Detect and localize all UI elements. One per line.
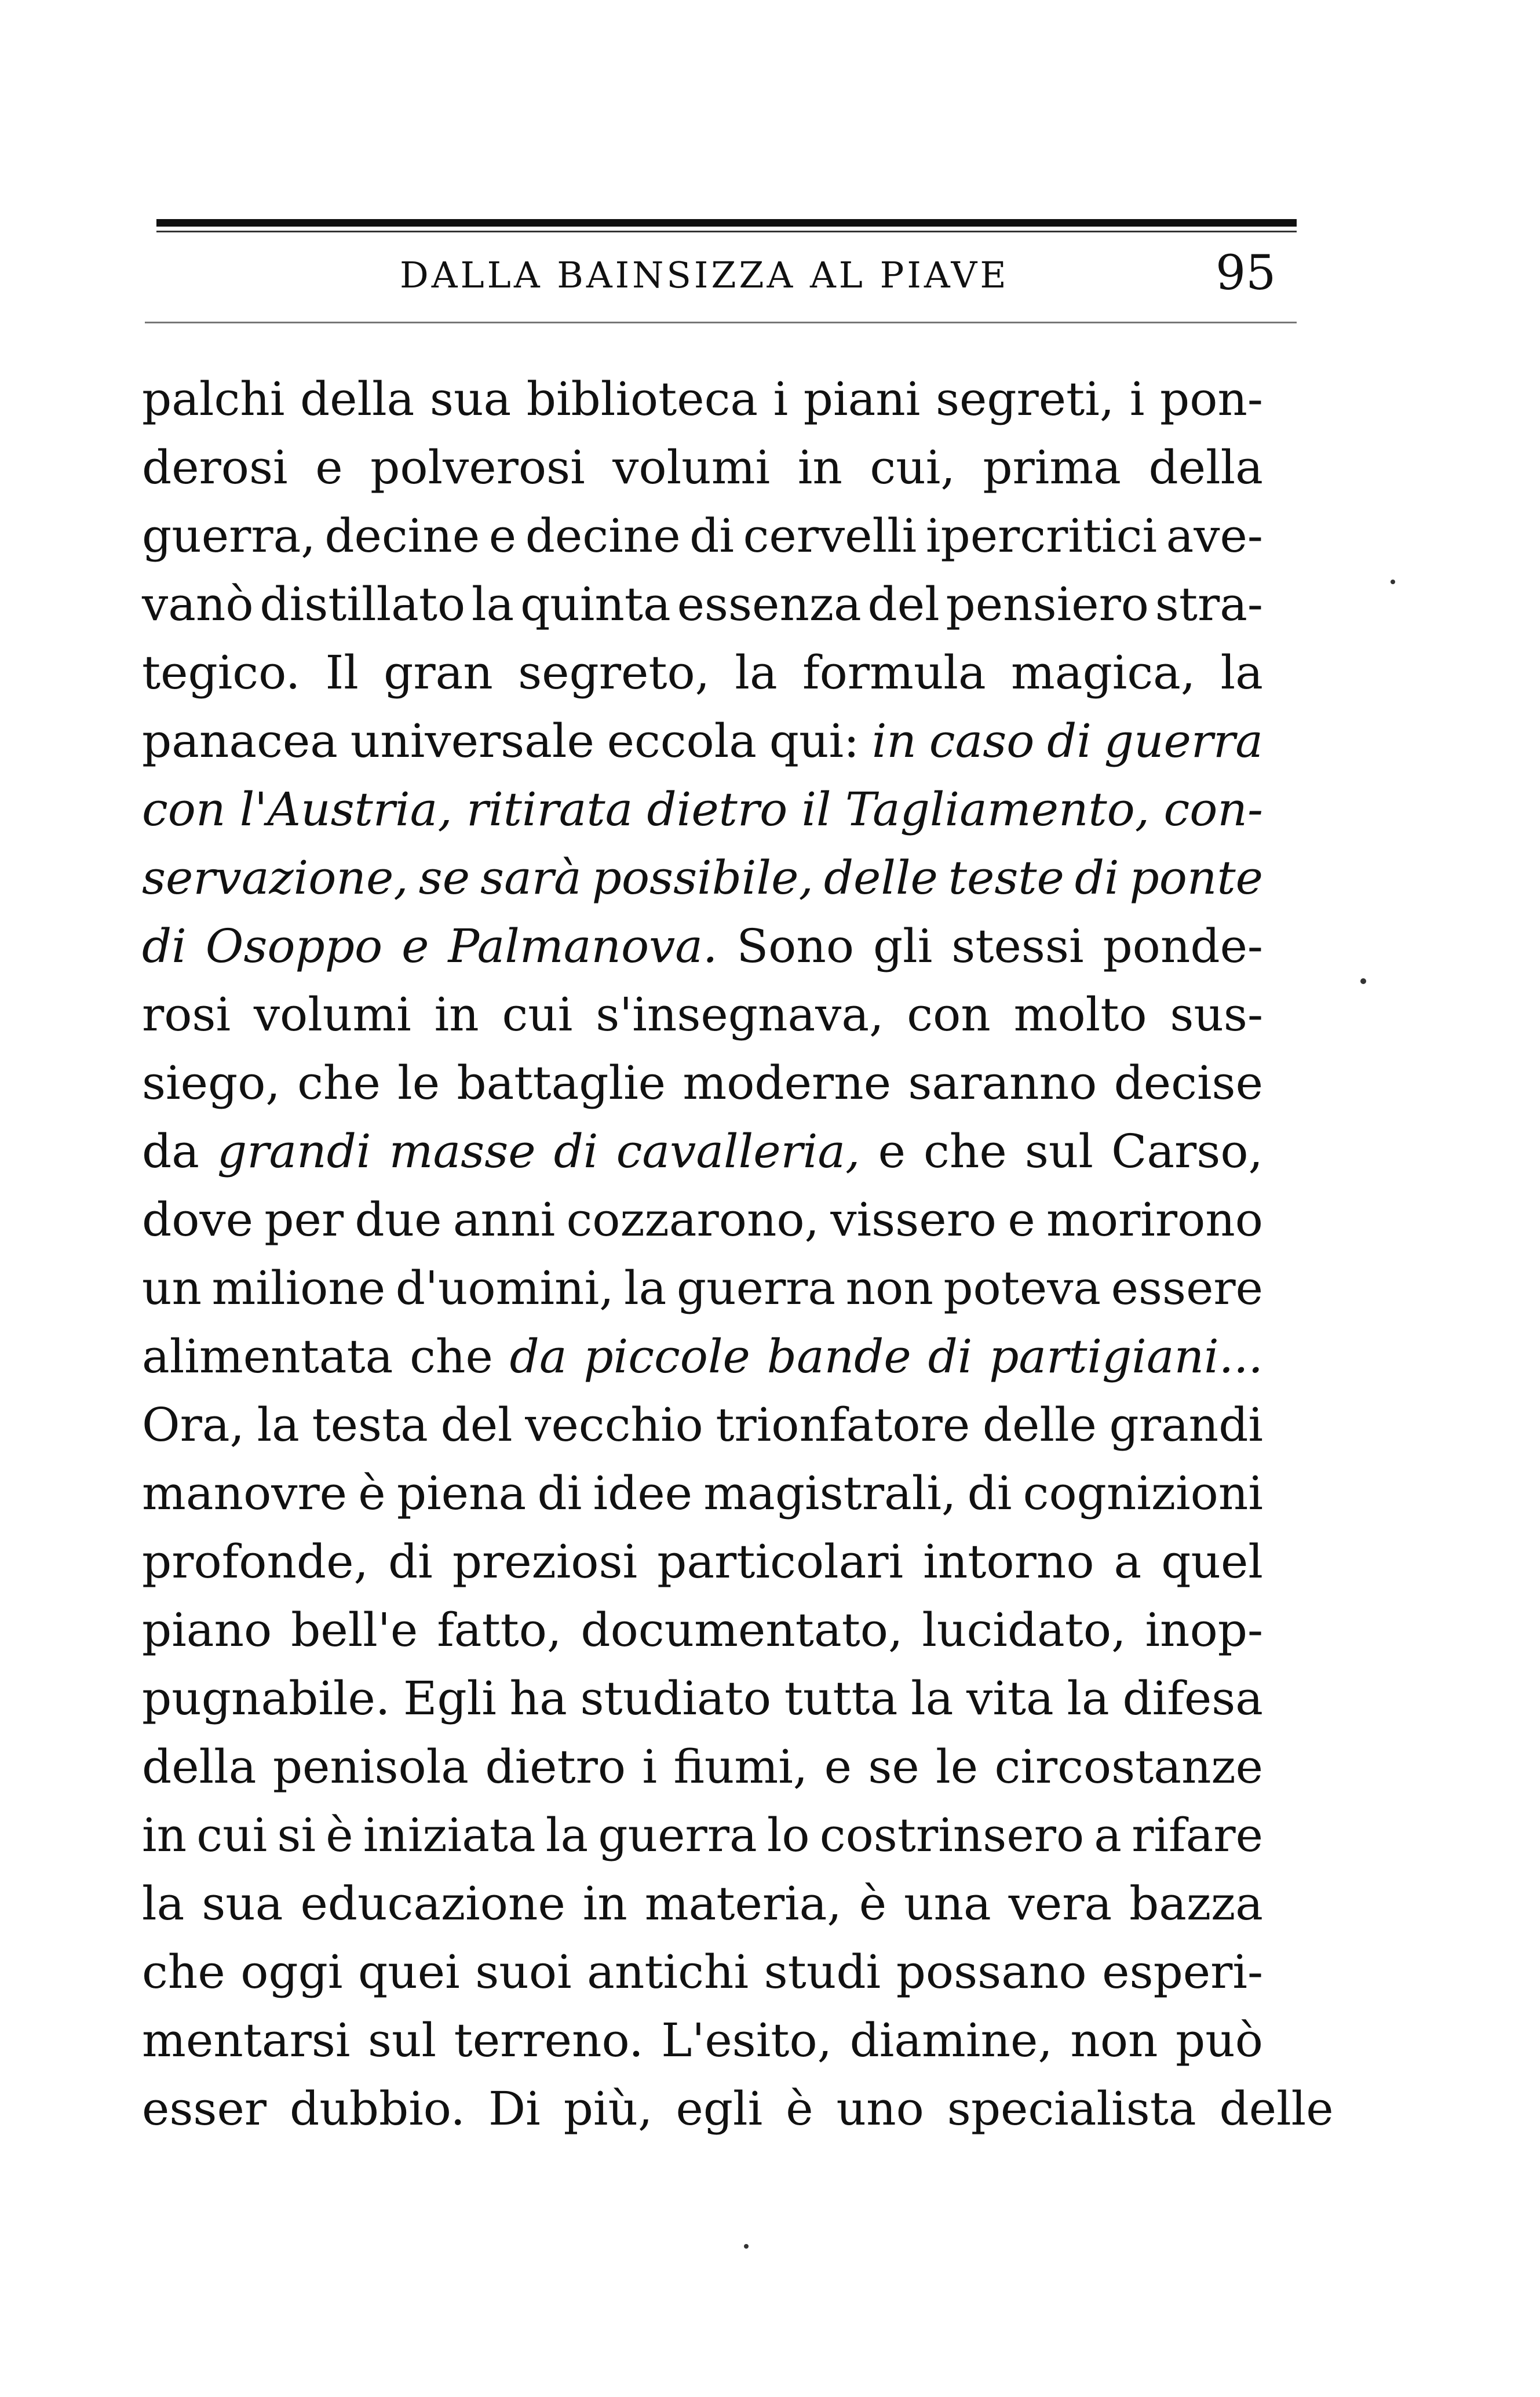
text-word: universale bbox=[350, 714, 594, 768]
text-word: quinta bbox=[520, 577, 671, 631]
header-rule-bottom bbox=[145, 322, 1297, 323]
text-word: la bbox=[911, 1671, 954, 1725]
text-word: è bbox=[326, 1808, 353, 1862]
text-word: di bbox=[142, 919, 187, 973]
text-word: da bbox=[509, 1329, 567, 1383]
text-word: documentato, bbox=[581, 1603, 903, 1657]
text-word: magistrali, bbox=[703, 1466, 957, 1520]
text-word: ave- bbox=[1166, 509, 1263, 563]
text-word: moderne bbox=[683, 1056, 892, 1110]
text-word: della bbox=[300, 372, 415, 426]
text-word: eccola bbox=[607, 714, 757, 768]
text-word: pensiero bbox=[946, 577, 1149, 631]
text-word: una bbox=[903, 1877, 991, 1930]
text-line bbox=[142, 1733, 1263, 1801]
text-word: e bbox=[488, 509, 517, 563]
text-word: bell'e bbox=[291, 1603, 418, 1657]
text-word: che bbox=[297, 1056, 381, 1110]
text-word: gli bbox=[873, 919, 933, 973]
text-word: di bbox=[537, 1466, 582, 1520]
text-word: piena bbox=[396, 1466, 527, 1520]
text-word: testa bbox=[312, 1398, 428, 1452]
text-word: pon- bbox=[1159, 372, 1263, 426]
text-word: con bbox=[142, 782, 226, 836]
text-line bbox=[142, 844, 1263, 912]
text-word: del bbox=[440, 1398, 513, 1452]
text-word: dietro bbox=[485, 1740, 626, 1794]
text-word: anni bbox=[452, 1193, 556, 1247]
text-word: biblioteca bbox=[526, 372, 758, 426]
text-word: sus- bbox=[1170, 988, 1263, 1041]
text-word: siego, bbox=[142, 1056, 280, 1110]
text-line bbox=[142, 434, 1263, 502]
text-word: e bbox=[1008, 1193, 1035, 1247]
text-word: di bbox=[553, 1124, 599, 1178]
text-word: dove bbox=[142, 1193, 253, 1247]
text-word: è bbox=[859, 1877, 887, 1930]
text-word: fatto, bbox=[437, 1603, 562, 1657]
text-word: partigiani... bbox=[989, 1329, 1263, 1383]
text-word: preziosi bbox=[452, 1535, 638, 1589]
text-word: L'esito, bbox=[661, 2013, 833, 2067]
header-rule-thin bbox=[156, 231, 1297, 232]
text-word: suoi bbox=[475, 1945, 572, 1999]
text-word: d'uomini, bbox=[395, 1261, 614, 1315]
text-word: della bbox=[142, 1740, 257, 1794]
text-line bbox=[142, 1801, 1263, 1870]
text-word: inop- bbox=[1145, 1603, 1263, 1657]
text-word: due bbox=[355, 1193, 442, 1247]
text-word: circostanze bbox=[994, 1740, 1263, 1794]
text-word: idee bbox=[593, 1466, 693, 1520]
text-word: studi bbox=[764, 1945, 881, 1999]
text-word: terreno. bbox=[454, 2013, 644, 2067]
text-word: magica, bbox=[1011, 646, 1196, 700]
text-word: per bbox=[264, 1193, 344, 1247]
text-line bbox=[142, 365, 1263, 434]
text-word: non bbox=[1070, 2013, 1158, 2067]
text-word: vera bbox=[1008, 1877, 1112, 1930]
text-word: pugnabile. bbox=[142, 1671, 391, 1725]
text-word: sua bbox=[429, 372, 512, 426]
text-word: antichi bbox=[587, 1945, 749, 1999]
text-word: la bbox=[471, 577, 514, 631]
text-word: polverosi bbox=[370, 440, 585, 494]
text-word: penisola bbox=[272, 1740, 469, 1794]
text-word: molto bbox=[1013, 988, 1147, 1041]
text-word: qui: bbox=[769, 714, 860, 768]
text-word: Sono bbox=[736, 919, 855, 973]
running-head: DALLA BAINSIZZA AL PIAVE bbox=[400, 254, 1009, 296]
text-word: s'insegnava, bbox=[596, 988, 884, 1041]
text-line bbox=[142, 502, 1263, 570]
text-word: guerra bbox=[676, 1261, 836, 1315]
text-word: rifare bbox=[1132, 1808, 1263, 1862]
text-word: battaglie bbox=[457, 1056, 666, 1110]
text-word: se bbox=[868, 1740, 919, 1794]
text-word: Egli bbox=[403, 1671, 497, 1725]
text-word: i bbox=[773, 372, 789, 426]
text-word: sul bbox=[1024, 1124, 1093, 1178]
text-word: i bbox=[1129, 372, 1145, 426]
text-word: piccole bbox=[583, 1329, 750, 1383]
text-line bbox=[142, 639, 1263, 707]
paper-speck bbox=[1391, 580, 1395, 584]
text-word: Ora, bbox=[142, 1398, 244, 1452]
text-line bbox=[142, 1938, 1263, 2006]
text-word: a bbox=[1114, 1535, 1142, 1589]
text-word: stra- bbox=[1155, 577, 1263, 631]
text-word: a bbox=[1094, 1808, 1122, 1862]
text-word: e bbox=[402, 919, 429, 973]
text-word: vissero bbox=[830, 1193, 997, 1247]
text-word: teste bbox=[948, 851, 1064, 905]
text-word: in bbox=[434, 988, 479, 1041]
text-word: segreto, bbox=[518, 646, 710, 700]
text-word: studiato bbox=[580, 1671, 772, 1725]
text-word: non bbox=[845, 1261, 933, 1315]
text-word: ipercritici bbox=[925, 509, 1158, 563]
text-word: le bbox=[936, 1740, 979, 1794]
text-word: guerra, bbox=[142, 509, 316, 563]
text-word: decine bbox=[525, 509, 681, 563]
text-line bbox=[142, 1254, 1263, 1323]
text-word: decise bbox=[1114, 1056, 1263, 1110]
text-word: cui bbox=[196, 1808, 268, 1862]
text-word: in bbox=[582, 1877, 627, 1930]
text-word: vecchio bbox=[525, 1398, 703, 1452]
text-word: ritirata bbox=[466, 782, 633, 836]
text-word: alimentata bbox=[142, 1329, 393, 1383]
text-word: uno bbox=[836, 2082, 924, 2136]
text-word: Tagliamento, bbox=[845, 782, 1150, 836]
paper-speck bbox=[744, 2244, 749, 2249]
text-word: la bbox=[545, 1808, 589, 1862]
text-line bbox=[142, 1391, 1263, 1459]
text-word: milione bbox=[211, 1261, 386, 1315]
text-line bbox=[142, 1870, 1263, 1938]
text-word: cozzarono, bbox=[566, 1193, 819, 1247]
text-word: con- bbox=[1163, 782, 1263, 836]
text-word: essere bbox=[1111, 1261, 1263, 1315]
text-word: delle bbox=[982, 1398, 1097, 1452]
text-word: possibile, bbox=[592, 851, 813, 905]
text-word: di bbox=[1047, 714, 1092, 768]
text-word: di bbox=[928, 1329, 973, 1383]
text-word: gran bbox=[384, 646, 493, 700]
text-word: di bbox=[689, 509, 734, 563]
text-word: derosi bbox=[142, 440, 288, 494]
text-line bbox=[142, 981, 1263, 1049]
text-word: manovre bbox=[142, 1466, 348, 1520]
text-word: il bbox=[801, 782, 831, 836]
text-word: materia, bbox=[644, 1877, 842, 1930]
text-word: dietro bbox=[647, 782, 788, 836]
text-word: morirono bbox=[1046, 1193, 1263, 1247]
text-line bbox=[142, 1596, 1263, 1664]
text-word: caso bbox=[929, 714, 1035, 768]
text-word: la bbox=[257, 1398, 300, 1452]
text-word: se bbox=[418, 851, 470, 905]
text-word: la bbox=[624, 1261, 667, 1315]
text-word: bande bbox=[767, 1329, 911, 1383]
text-word: profonde, bbox=[142, 1535, 368, 1589]
text-word: vita bbox=[966, 1671, 1054, 1725]
text-line bbox=[142, 1528, 1263, 1596]
text-word: lo bbox=[767, 1808, 810, 1862]
text-word: quei bbox=[358, 1945, 460, 1999]
text-line bbox=[142, 2006, 1263, 2075]
text-word: è bbox=[358, 1466, 386, 1520]
text-word: Di bbox=[488, 2082, 541, 2136]
paper-speck bbox=[1360, 978, 1366, 984]
text-word: intorno bbox=[923, 1535, 1094, 1589]
text-word: i bbox=[642, 1740, 658, 1794]
text-word: la bbox=[142, 1877, 185, 1930]
text-word: trionfatore bbox=[716, 1398, 970, 1452]
text-word: specialista bbox=[947, 2082, 1196, 2136]
text-word: e bbox=[878, 1124, 906, 1178]
text-word: in bbox=[797, 440, 842, 494]
text-word: le bbox=[397, 1056, 440, 1110]
text-line bbox=[142, 1664, 1263, 1733]
text-word: oggi bbox=[240, 1945, 343, 1999]
text-word: cavalleria, bbox=[616, 1124, 860, 1178]
text-word: la bbox=[1220, 646, 1263, 700]
text-word: cui, bbox=[870, 440, 955, 494]
text-word: decine bbox=[324, 509, 480, 563]
text-word: Carso, bbox=[1111, 1124, 1263, 1178]
text-word: tutta bbox=[784, 1671, 898, 1725]
text-line bbox=[142, 1117, 1263, 1186]
text-word: in bbox=[142, 1808, 187, 1862]
text-word: di bbox=[1074, 851, 1119, 905]
text-word: delle bbox=[1219, 2082, 1334, 2136]
text-word: diamine, bbox=[849, 2013, 1053, 2067]
text-word: è bbox=[786, 2082, 813, 2136]
text-line bbox=[142, 1459, 1263, 1528]
text-word: segreti, bbox=[935, 372, 1115, 426]
text-word: in bbox=[871, 714, 917, 768]
text-word: poteva bbox=[943, 1261, 1101, 1315]
text-word: masse bbox=[389, 1124, 536, 1178]
text-word: della bbox=[1148, 440, 1263, 494]
text-word: Osoppo bbox=[205, 919, 383, 973]
text-word: piano bbox=[142, 1603, 272, 1657]
text-word: costrinsero bbox=[819, 1808, 1085, 1862]
text-word: piani bbox=[803, 372, 921, 426]
text-line bbox=[142, 1049, 1263, 1117]
text-word: volumi bbox=[253, 988, 411, 1041]
text-word: guerra bbox=[598, 1808, 757, 1862]
text-word: più, bbox=[563, 2082, 653, 2136]
text-word: cognizioni bbox=[1023, 1466, 1263, 1520]
text-word: delle bbox=[823, 851, 938, 905]
text-word: particolari bbox=[657, 1535, 904, 1589]
text-line bbox=[142, 1323, 1263, 1391]
text-word: un bbox=[142, 1261, 202, 1315]
text-line bbox=[142, 1186, 1263, 1254]
text-word: bazza bbox=[1129, 1877, 1263, 1930]
text-word: ha bbox=[509, 1671, 567, 1725]
text-word: saranno bbox=[908, 1056, 1097, 1110]
text-word: può bbox=[1176, 2013, 1263, 2067]
text-word: di bbox=[388, 1535, 433, 1589]
text-word: guerra bbox=[1104, 714, 1263, 768]
text-word: di bbox=[967, 1466, 1012, 1520]
text-word: Il bbox=[325, 646, 359, 700]
text-word: l'Austria, bbox=[239, 782, 452, 836]
text-word: panacea bbox=[142, 714, 338, 768]
text-word: mentarsi bbox=[142, 2013, 351, 2067]
text-line bbox=[142, 912, 1263, 981]
text-word: difesa bbox=[1122, 1671, 1263, 1725]
text-word: con bbox=[907, 988, 991, 1041]
text-word: e bbox=[315, 440, 343, 494]
text-word: possano bbox=[896, 1945, 1087, 1999]
text-line bbox=[142, 707, 1263, 775]
text-word: sua bbox=[202, 1877, 283, 1930]
header-rule-thick bbox=[156, 219, 1297, 227]
text-word: quel bbox=[1161, 1535, 1263, 1589]
text-word: esser bbox=[142, 2082, 267, 2136]
text-word: formula bbox=[802, 646, 986, 700]
text-word: cervelli bbox=[743, 509, 917, 563]
text-word: volumi bbox=[612, 440, 771, 494]
page-number: 95 bbox=[1216, 246, 1276, 301]
text-word: sarà bbox=[480, 851, 582, 905]
text-line bbox=[142, 775, 1263, 844]
text-word: del bbox=[867, 577, 940, 631]
text-word: egli bbox=[676, 2082, 763, 2136]
text-word: rosi bbox=[142, 988, 231, 1041]
text-word: Palmanova. bbox=[448, 919, 718, 973]
text-word: la bbox=[1067, 1671, 1110, 1725]
body-text bbox=[142, 365, 1334, 2143]
text-word: sul bbox=[367, 2013, 437, 2067]
text-word: si bbox=[277, 1808, 316, 1862]
text-line bbox=[142, 2075, 1334, 2143]
text-word: ponte bbox=[1129, 851, 1263, 905]
text-word: che bbox=[142, 1945, 225, 1999]
text-word: che bbox=[924, 1124, 1007, 1178]
text-word: da bbox=[142, 1124, 199, 1178]
text-word: fiumi, bbox=[673, 1740, 808, 1794]
text-word: tegico. bbox=[142, 646, 301, 700]
text-word: che bbox=[410, 1329, 493, 1383]
text-word: vanò bbox=[142, 577, 254, 631]
text-word: servazione, bbox=[142, 851, 408, 905]
text-word: educazione bbox=[300, 1877, 565, 1930]
text-word: grandi bbox=[1109, 1398, 1263, 1452]
text-word: esperi- bbox=[1102, 1945, 1263, 1999]
text-word: iniziata bbox=[363, 1808, 536, 1862]
text-word: la bbox=[735, 646, 778, 700]
text-line bbox=[142, 570, 1263, 639]
text-word: essenza bbox=[677, 577, 862, 631]
text-word: grandi bbox=[217, 1124, 371, 1178]
text-word: stessi bbox=[951, 919, 1084, 973]
text-word: prima bbox=[983, 440, 1121, 494]
text-word: ponde- bbox=[1103, 919, 1263, 973]
text-word: lucidato, bbox=[922, 1603, 1126, 1657]
text-word: distillato bbox=[260, 577, 466, 631]
text-word: palchi bbox=[142, 372, 285, 426]
text-word: cui bbox=[502, 988, 573, 1041]
text-word: e bbox=[824, 1740, 852, 1794]
text-word: dubbio. bbox=[290, 2082, 465, 2136]
